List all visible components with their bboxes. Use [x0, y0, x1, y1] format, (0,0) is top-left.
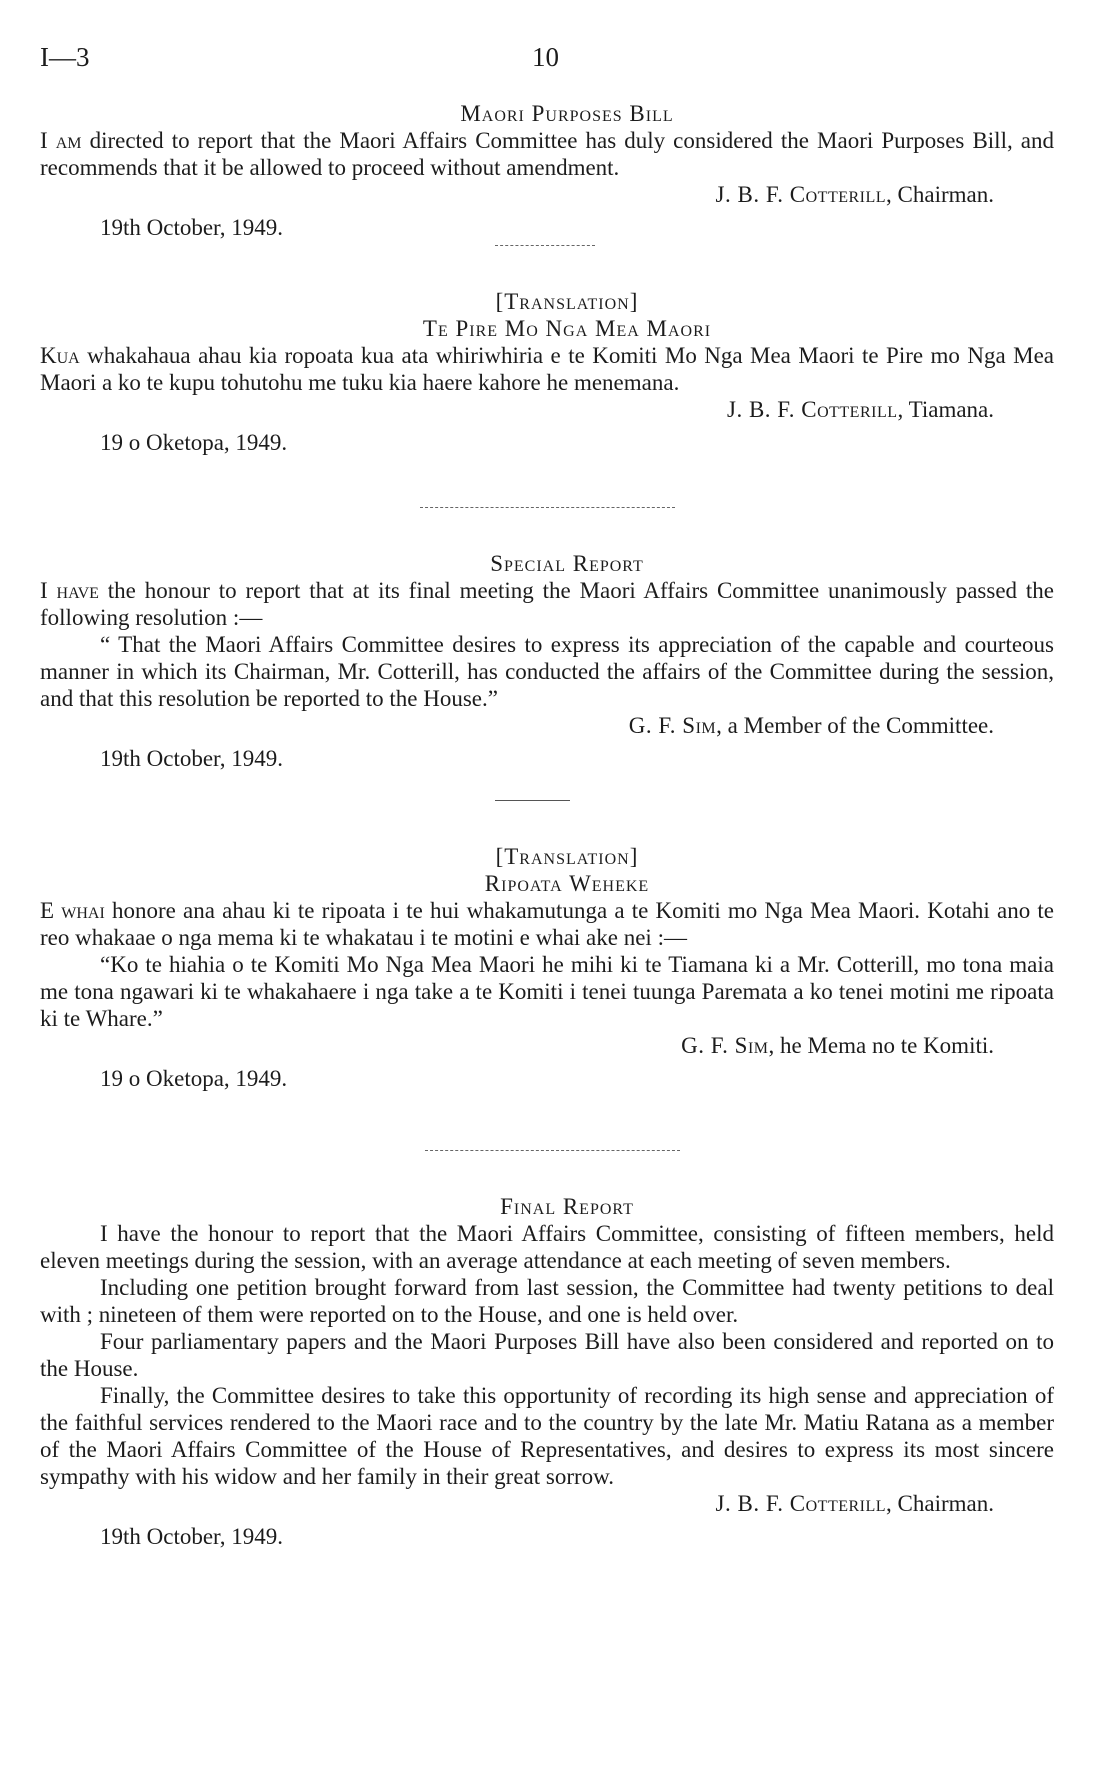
report-paragraph	[40, 577, 1054, 631]
signature	[40, 1032, 1054, 1059]
resolution-quote: “Ko te hiahia o te Komiti Mo Nga Mea Maori he mihi ki te Tiamana ki a Mr. Cotterill, mo tona maia me tona ngawari ki te whakahaere i nga take a te Komiti i tenei tuunga Paremata a ko tenei motini me ripoata ki te Whare.”	[40, 952, 1054, 1031]
section-special-report	[40, 550, 1054, 772]
section-final-report	[40, 1193, 1054, 1550]
section-title: Special Report	[490, 551, 644, 576]
signatory-role: , a Member of the Committee.	[716, 713, 994, 738]
translation-label: [Translation]	[495, 844, 639, 869]
signature	[40, 181, 1054, 208]
lead-words: Kua	[40, 343, 80, 368]
signature	[40, 1490, 1054, 1517]
lead-words: I am	[40, 128, 82, 153]
section-divider	[425, 1150, 680, 1151]
report-paragraph	[40, 897, 1054, 951]
section-divider	[420, 507, 675, 508]
section-te-pire-translation	[40, 288, 1054, 456]
section-maori-purposes-bill	[40, 100, 1054, 241]
report-date: 19 o Oketopa, 1949.	[100, 1066, 288, 1091]
paragraph-text: directed to report that the Maori Affairs Committee has duly considered the Maori Purposes Bill, and recommends that it be allowed to proceed without amendment.	[40, 128, 1054, 180]
signatory-role: , Tiamana.	[897, 397, 994, 422]
paragraph-text: honore ana ahau ki te ripoata i te hui whakamutunga a te Komiti mo Nga Mea Maori. Kotahi ano te reo whakaae o nga mema ki te whakatau i te motini e whai ake nei :—	[40, 898, 1054, 950]
signatory-name: J. B. F. Cotterill	[727, 397, 898, 422]
lead-words: I have	[40, 578, 99, 603]
signatory-name: J. B. F. Cotterill	[715, 1491, 887, 1516]
report-date: 19th October, 1949.	[100, 746, 284, 771]
section-divider	[495, 245, 595, 246]
signature	[40, 396, 1054, 423]
report-paragraph	[40, 127, 1054, 181]
final-report-paragraph: Four parliamentary papers and the Maori Purposes Bill have also been considered and reported on to the House.	[40, 1329, 1054, 1381]
lead-words: E whai	[40, 898, 105, 923]
report-date: 19th October, 1949.	[100, 215, 284, 240]
paragraph-text: whakahaua ahau kia ropoata kua ata whiriwhiria e te Komiti Mo Nga Mea Maori te Pire mo Nga Mea Maori a ko te kupu tohutohu me tuku kia haere kahore he menemana.	[40, 343, 1054, 395]
signatory-name: J. B. F. Cotterill	[715, 182, 887, 207]
report-date: 19th October, 1949.	[100, 1524, 284, 1549]
report-date: 19 o Oketopa, 1949.	[100, 430, 288, 455]
paper-reference: I—3	[40, 42, 90, 72]
section-title: Te Pire Mo Nga Mea Maori	[422, 316, 712, 341]
section-divider	[495, 800, 570, 801]
page-number: 10	[532, 42, 559, 72]
signature	[40, 712, 1054, 739]
final-report-paragraph: Including one petition brought forward from last session, the Committee had twenty petitions to deal with ; nineteen of them were reported on to the House, and one is held over.	[40, 1275, 1054, 1327]
signatory-name: G. F. Sim	[681, 1033, 769, 1058]
section-ripoata-weheke	[40, 843, 1054, 1092]
signatory-role: , Chairman.	[886, 1491, 994, 1516]
final-report-paragraph: Finally, the Committee desires to take this opportunity of recording its high sense and appreciation of the faithful services rendered to the Maori race and to the country by the late Mr. Matiu Ratana as a member of the Maori Affairs Committee of the House of Representatives, and desires to express its most sincere sympathy with his widow and her family in their great sorrow.	[40, 1383, 1054, 1489]
signatory-role: , Chairman.	[886, 182, 994, 207]
final-report-paragraph: I have the honour to report that the Maori Affairs Committee, consisting of fifteen members, held eleven meetings during the session, with an average attendance at each meeting of seven members.	[40, 1221, 1054, 1273]
section-title: Final Report	[500, 1194, 634, 1219]
paragraph-text: the honour to report that at its final meeting the Maori Affairs Committee unanimously passed the following resolution :—	[40, 578, 1054, 630]
section-title: Maori Purposes Bill	[460, 101, 674, 126]
section-title: Ripoata Weheke	[484, 871, 650, 896]
translation-label: [Translation]	[495, 289, 639, 314]
signatory-role: , he Mema no te Komiti.	[768, 1033, 994, 1058]
page-header	[0, 44, 1114, 80]
signatory-name: G. F. Sim	[628, 713, 717, 738]
resolution-quote: “ That the Maori Affairs Committee desires to express its appreciation of the capable and courteous manner in which its Chairman, Mr. Cotterill, has conducted the affairs of the Committee during the session, and that this resolution be reported to the House.”	[40, 632, 1054, 711]
report-paragraph	[40, 342, 1054, 396]
